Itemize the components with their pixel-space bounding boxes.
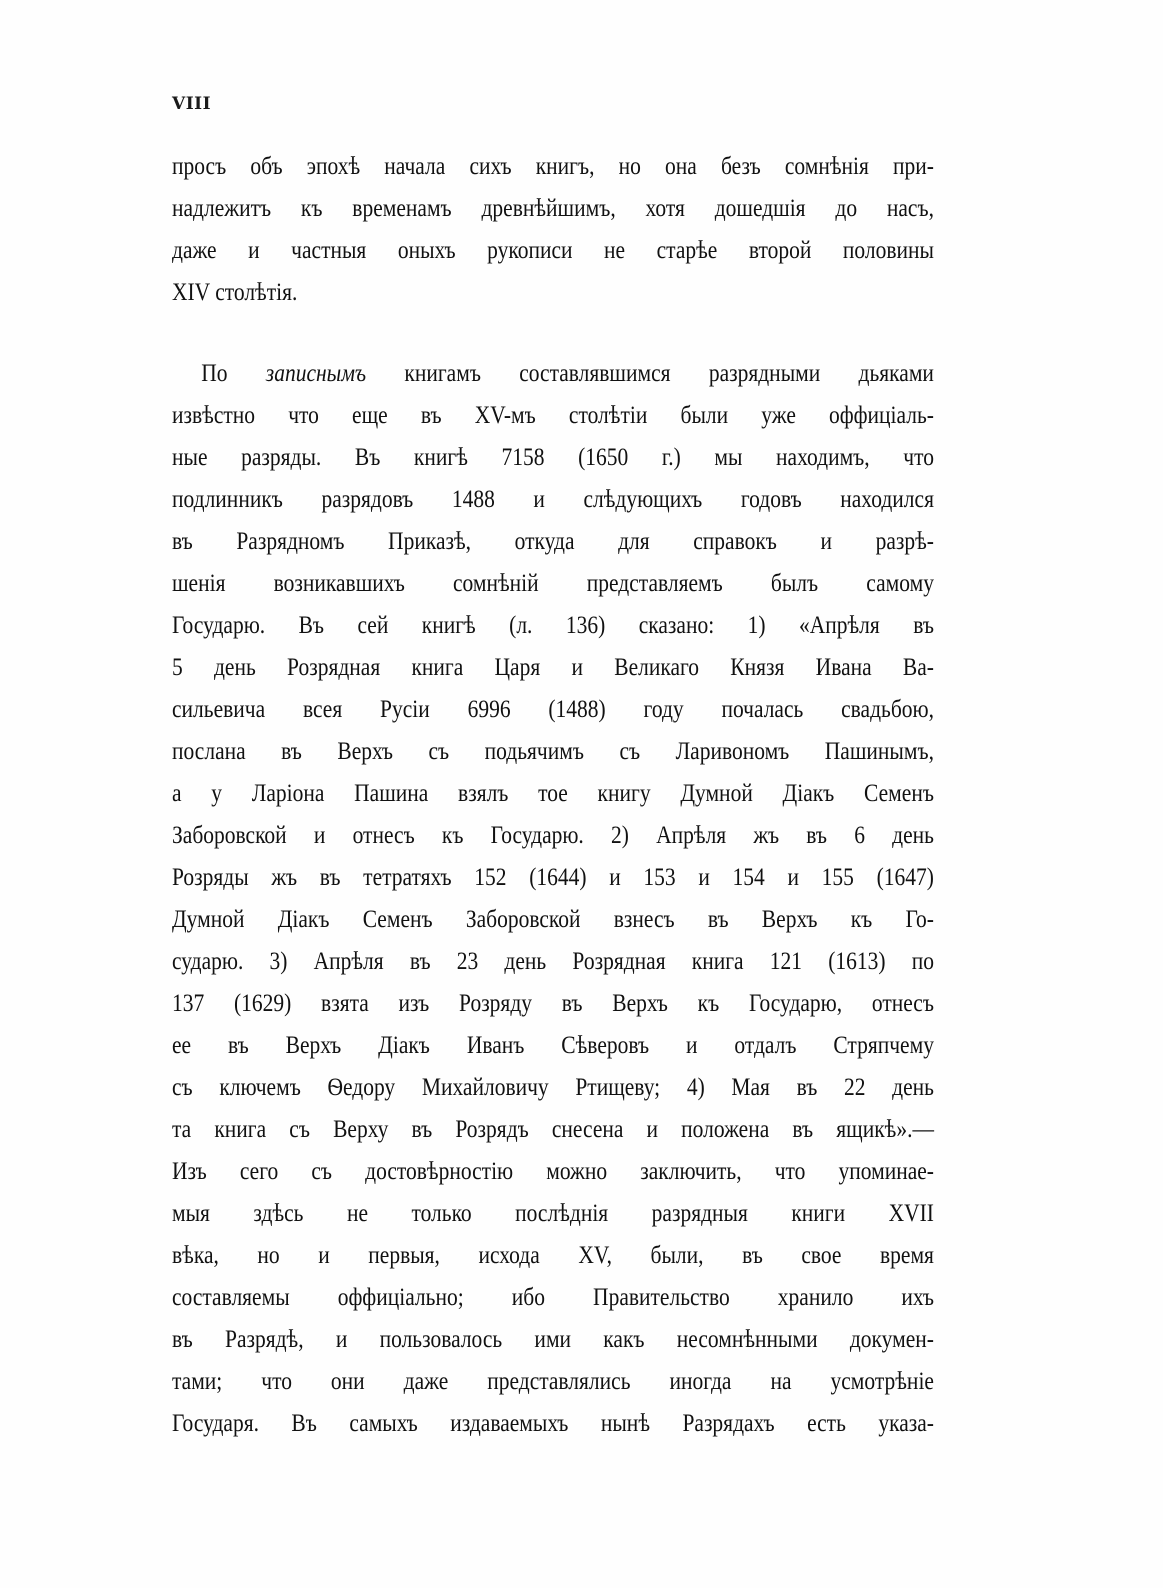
text-line: Изъ сего съ достовѣрностію можно заключить, что упоминае- <box>172 1158 934 1185</box>
text-line: шенія возникавшихъ сомнѣній представляемъ былъ самому <box>172 570 934 597</box>
paragraph-2 <box>172 353 934 1445</box>
text-line: Государю. Въ сей книгѣ (л. 136) сказано: 1) «Апрѣля въ <box>172 612 934 639</box>
text-line: 5 день Розрядная книга Царя и Великаго Князя Ивана Ва- <box>172 654 934 681</box>
text-line: просъ объ эпохѣ начала сихъ книгъ, но она безъ сомнѣнія при- <box>172 153 934 180</box>
text-line: ные разряды. Въ книгѣ 7158 (1650 г.) мы находимъ, что <box>172 444 934 471</box>
text-run: книгамъ составлявшимся разрядными дьяками <box>366 360 934 387</box>
text-line: сильевича всея Русіи 6996 (1488) году почалась свадьбою, <box>172 696 934 723</box>
text-run: По <box>201 360 266 387</box>
text-line: Государя. Въ самыхъ издаваемыхъ нынѣ Разрядахъ есть указа- <box>172 1410 934 1437</box>
text-line: тами; что они даже представлялись иногда на усмотрѣніе <box>172 1368 934 1395</box>
text-line: Розряды жъ въ тетратяхъ 152 (1644) и 153 и 154 и 155 (1647) <box>172 864 934 891</box>
text-line: мыя здѣсь не только послѣднія разрядныя книги XVII <box>172 1200 934 1227</box>
text-line: Заборовской и отнесъ къ Государю. 2) Апрѣля жъ въ 6 день <box>172 822 934 849</box>
text-line: составляемы оффиціально; ибо Правительство хранило ихъ <box>172 1284 934 1311</box>
text-line: съ ключемъ Ѳедору Михайловичу Ртищеву; 4) Мая въ 22 день <box>172 1074 934 1101</box>
paragraph-1 <box>172 146 934 314</box>
text-line: Думной Діакъ Семенъ Заборовской взнесъ въ Верхъ къ Го- <box>172 906 934 933</box>
text-line: въ Разрядномъ Приказѣ, откуда для справокъ и разрѣ- <box>172 528 934 555</box>
text-line: та книга съ Верху въ Розрядъ снесена и положена въ ящикѣ».— <box>172 1116 934 1143</box>
text-line: вѣка, но и первыя, исхода XV, были, въ свое время <box>172 1242 934 1269</box>
text-line: подлинникъ разрядовъ 1488 и слѣдующихъ годовъ находился <box>172 486 934 513</box>
text-line: ее въ Верхъ Діакъ Иванъ Сѣверовъ и отдалъ Стряпчему <box>172 1032 934 1059</box>
text-line: сударю. 3) Апрѣля въ 23 день Розрядная книга 121 (1613) по <box>172 948 934 975</box>
page-number: VIII <box>172 94 212 114</box>
text-line: послана въ Верхъ съ подьячимъ съ Ларивономъ Пашинымъ, <box>172 738 934 765</box>
text-line: XIV столѣтія. <box>172 279 298 306</box>
text-line: 137 (1629) взята изъ Розряду въ Верхъ къ Государю, отнесъ <box>172 990 934 1017</box>
text-line: въ Разрядѣ, и пользовалось ими какъ несомнѣнными докумен- <box>172 1326 934 1353</box>
text-line: а у Ларіона Пашина взялъ тое книгу Думной Діакъ Семенъ <box>172 780 934 807</box>
text-line-first <box>172 353 934 395</box>
text-line: надлежитъ къ временамъ древнѣйшимъ, хотя дошедшія до насъ, <box>172 195 934 222</box>
text-line: извѣстно что еще въ XV-мъ столѣтіи были уже оффиціаль- <box>172 402 934 429</box>
text-line: даже и частныя оныхъ рукописи не старѣе второй половины <box>172 237 934 264</box>
italic-term: записнымъ <box>265 360 367 387</box>
